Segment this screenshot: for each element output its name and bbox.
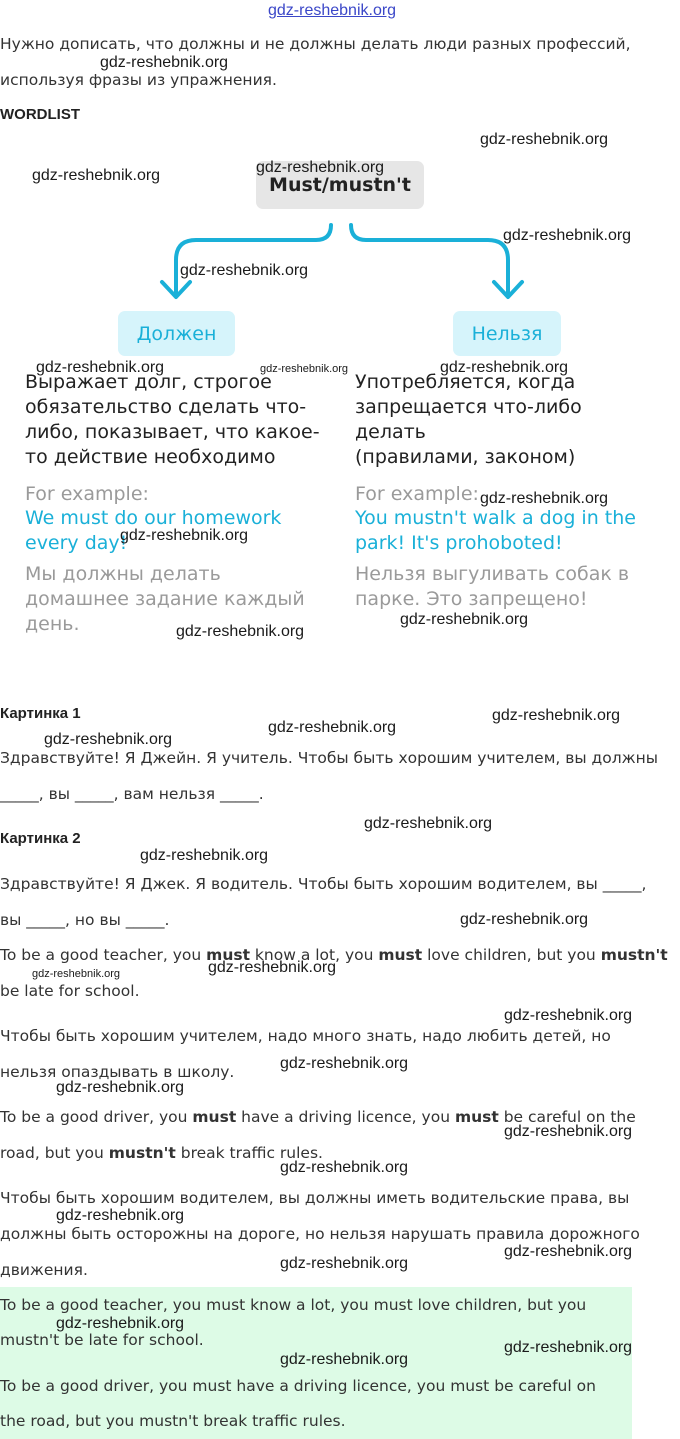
watermark: gdz-reshebnik.org: [460, 911, 589, 928]
watermark: gdz-reshebnik.org: [400, 611, 529, 628]
wordlist-title: WORDLIST: [0, 106, 80, 123]
right-description-line2: (правилами, законом): [355, 446, 576, 468]
ans1-a: To be a good teacher, you: [0, 946, 207, 964]
pic2-line2: вы _____, но вы _____.: [0, 911, 170, 929]
ans1-d: must: [378, 946, 423, 964]
ans2-ru-line3: движения.: [0, 1261, 88, 1279]
ans1-b: must: [206, 946, 250, 964]
watermark: gdz-reshebnik.org: [208, 959, 337, 976]
watermark: gdz-reshebnik.org: [256, 159, 385, 176]
watermark: gdz-reshebnik.org: [480, 490, 609, 507]
watermark: gdz-reshebnik.org: [180, 262, 309, 279]
final-line3: To be a good driver, you must have a driving licence, you must be careful on: [0, 1377, 596, 1395]
pic1-line2: _____, вы _____, вам нельзя _____.: [0, 785, 264, 803]
nelzya-box: [453, 311, 561, 356]
watermark: gdz-reshebnik.org: [140, 847, 269, 864]
watermark: gdz-reshebnik.org: [44, 731, 173, 748]
left-arrow-line: [176, 225, 331, 294]
right-description: [355, 370, 655, 470]
ans2-b: must: [192, 1108, 237, 1126]
watermark: gdz-reshebnik.org: [56, 1315, 185, 1332]
dolzhen-box: [118, 311, 235, 356]
ans2-ru-line2: должны быть осторожны на дороге, но нельзя нарушать правила дорожного: [0, 1225, 640, 1243]
watermark: gdz-reshebnik.org: [280, 1255, 409, 1272]
final-line4: the road, but you mustn't break traffic rules.: [0, 1412, 346, 1430]
ans2-d: must: [454, 1108, 499, 1126]
ans1-ru-line1: Чтобы быть хорошим учителем, надо много знать, надо любить детей, но: [0, 1027, 611, 1045]
right-arrow-line: [351, 225, 508, 294]
watermark: gdz-reshebnik.org: [280, 1351, 409, 1368]
watermark: gdz-reshebnik.org: [56, 1079, 185, 1096]
nelzya-label: Нельзя: [471, 322, 543, 345]
watermark: gdz-reshebnik.org: [176, 623, 305, 640]
watermark: gdz-reshebnik.org: [268, 719, 397, 736]
ans1-c: know a lot, you: [250, 946, 379, 964]
ans2-g: mustn't: [108, 1144, 176, 1162]
intro-text: Нужно дописать, что должны и не должны делать люди разных профессий, используя фразы из упражнения.: [0, 35, 631, 89]
watermark: gdz-reshebnik.org: [260, 363, 349, 375]
ans2-e: be careful on the: [498, 1108, 636, 1126]
watermark: gdz-reshebnik.org: [440, 359, 569, 376]
dolzhen-label: Должен: [136, 322, 217, 345]
ans2-c: have a driving licence, you: [236, 1108, 455, 1126]
final-line2: mustn't be late for school.: [0, 1331, 204, 1349]
watermark: gdz-reshebnik.org: [280, 1055, 409, 1072]
right-description-line1: Употребляется, когда запрещается что-либо делать: [355, 371, 582, 443]
must-mustnt-label: Must/mustn't: [269, 174, 411, 196]
watermark: gdz-reshebnik.org: [504, 1123, 633, 1140]
left-example: We must do our homework every day!: [25, 507, 282, 554]
ans1-f: mustn't: [600, 946, 668, 964]
pic1-line1: Здравствуйте! Я Джейн. Я учитель. Чтобы быть хорошим учителем, вы должны: [0, 749, 659, 767]
ans2-ru-line1: Чтобы быть хорошим водителем, вы должны иметь водительские права, вы: [0, 1189, 630, 1207]
watermark: gdz-reshebnik.org: [503, 227, 632, 244]
left-example-label: For example:: [25, 483, 149, 505]
watermark: gdz-reshebnik.org: [32, 167, 161, 184]
ans2-f: road, but you: [0, 1144, 109, 1162]
ans2-h: break traffic rules.: [175, 1144, 323, 1162]
pic1-title: Картинка 1: [0, 705, 81, 722]
ans2-a: To be a good driver, you: [0, 1108, 193, 1126]
ans1-line2: be late for school.: [0, 982, 140, 1000]
watermark: gdz-reshebnik.org: [492, 707, 621, 724]
watermark: gdz-reshebnik.org: [480, 131, 609, 148]
watermark: gdz-reshebnik.org: [364, 815, 493, 832]
watermark: gdz-reshebnik.org: [56, 1207, 185, 1224]
ans1-e: love children, but you: [422, 946, 601, 964]
left-translation: Мы должны делать домашнее задание каждый день.: [25, 563, 305, 635]
watermark: gdz-reshebnik.org: [100, 54, 229, 71]
watermark: gdz-reshebnik.org: [504, 1243, 633, 1260]
ans2-line2: [0, 1135, 323, 1171]
watermark: gdz-reshebnik.org: [32, 968, 121, 980]
right-translation: Нельзя выгуливать собак в парке. Это запрещено!: [355, 563, 630, 610]
watermark: gdz-reshebnik.org: [280, 1159, 409, 1176]
pic2-line1: Здравствуйте! Я Джек. Я водитель. Чтобы быть хорошим водителем, вы _____,: [0, 875, 647, 893]
watermark: gdz-reshebnik.org: [120, 527, 249, 544]
watermark-header: gdz-reshebnik.org: [268, 2, 397, 19]
right-example-label: For example:: [355, 483, 479, 505]
left-description: Выражает долг, строгое обязательство сделать что-либо, показывает, что какое-то действие необходимо: [25, 371, 320, 468]
watermark: gdz-reshebnik.org: [36, 359, 165, 376]
pic2-title: Картинка 2: [0, 830, 81, 847]
right-example: You mustn't walk a dog in the park! It's prohoboted!: [355, 507, 636, 554]
watermark: gdz-reshebnik.org: [504, 1007, 633, 1024]
ans1-ru-line2: нельзя опаздывать в школу.: [0, 1063, 235, 1081]
watermark: gdz-reshebnik.org: [504, 1339, 633, 1356]
final-line1: To be a good teacher, you must know a lot, you must love children, but you: [0, 1296, 587, 1314]
